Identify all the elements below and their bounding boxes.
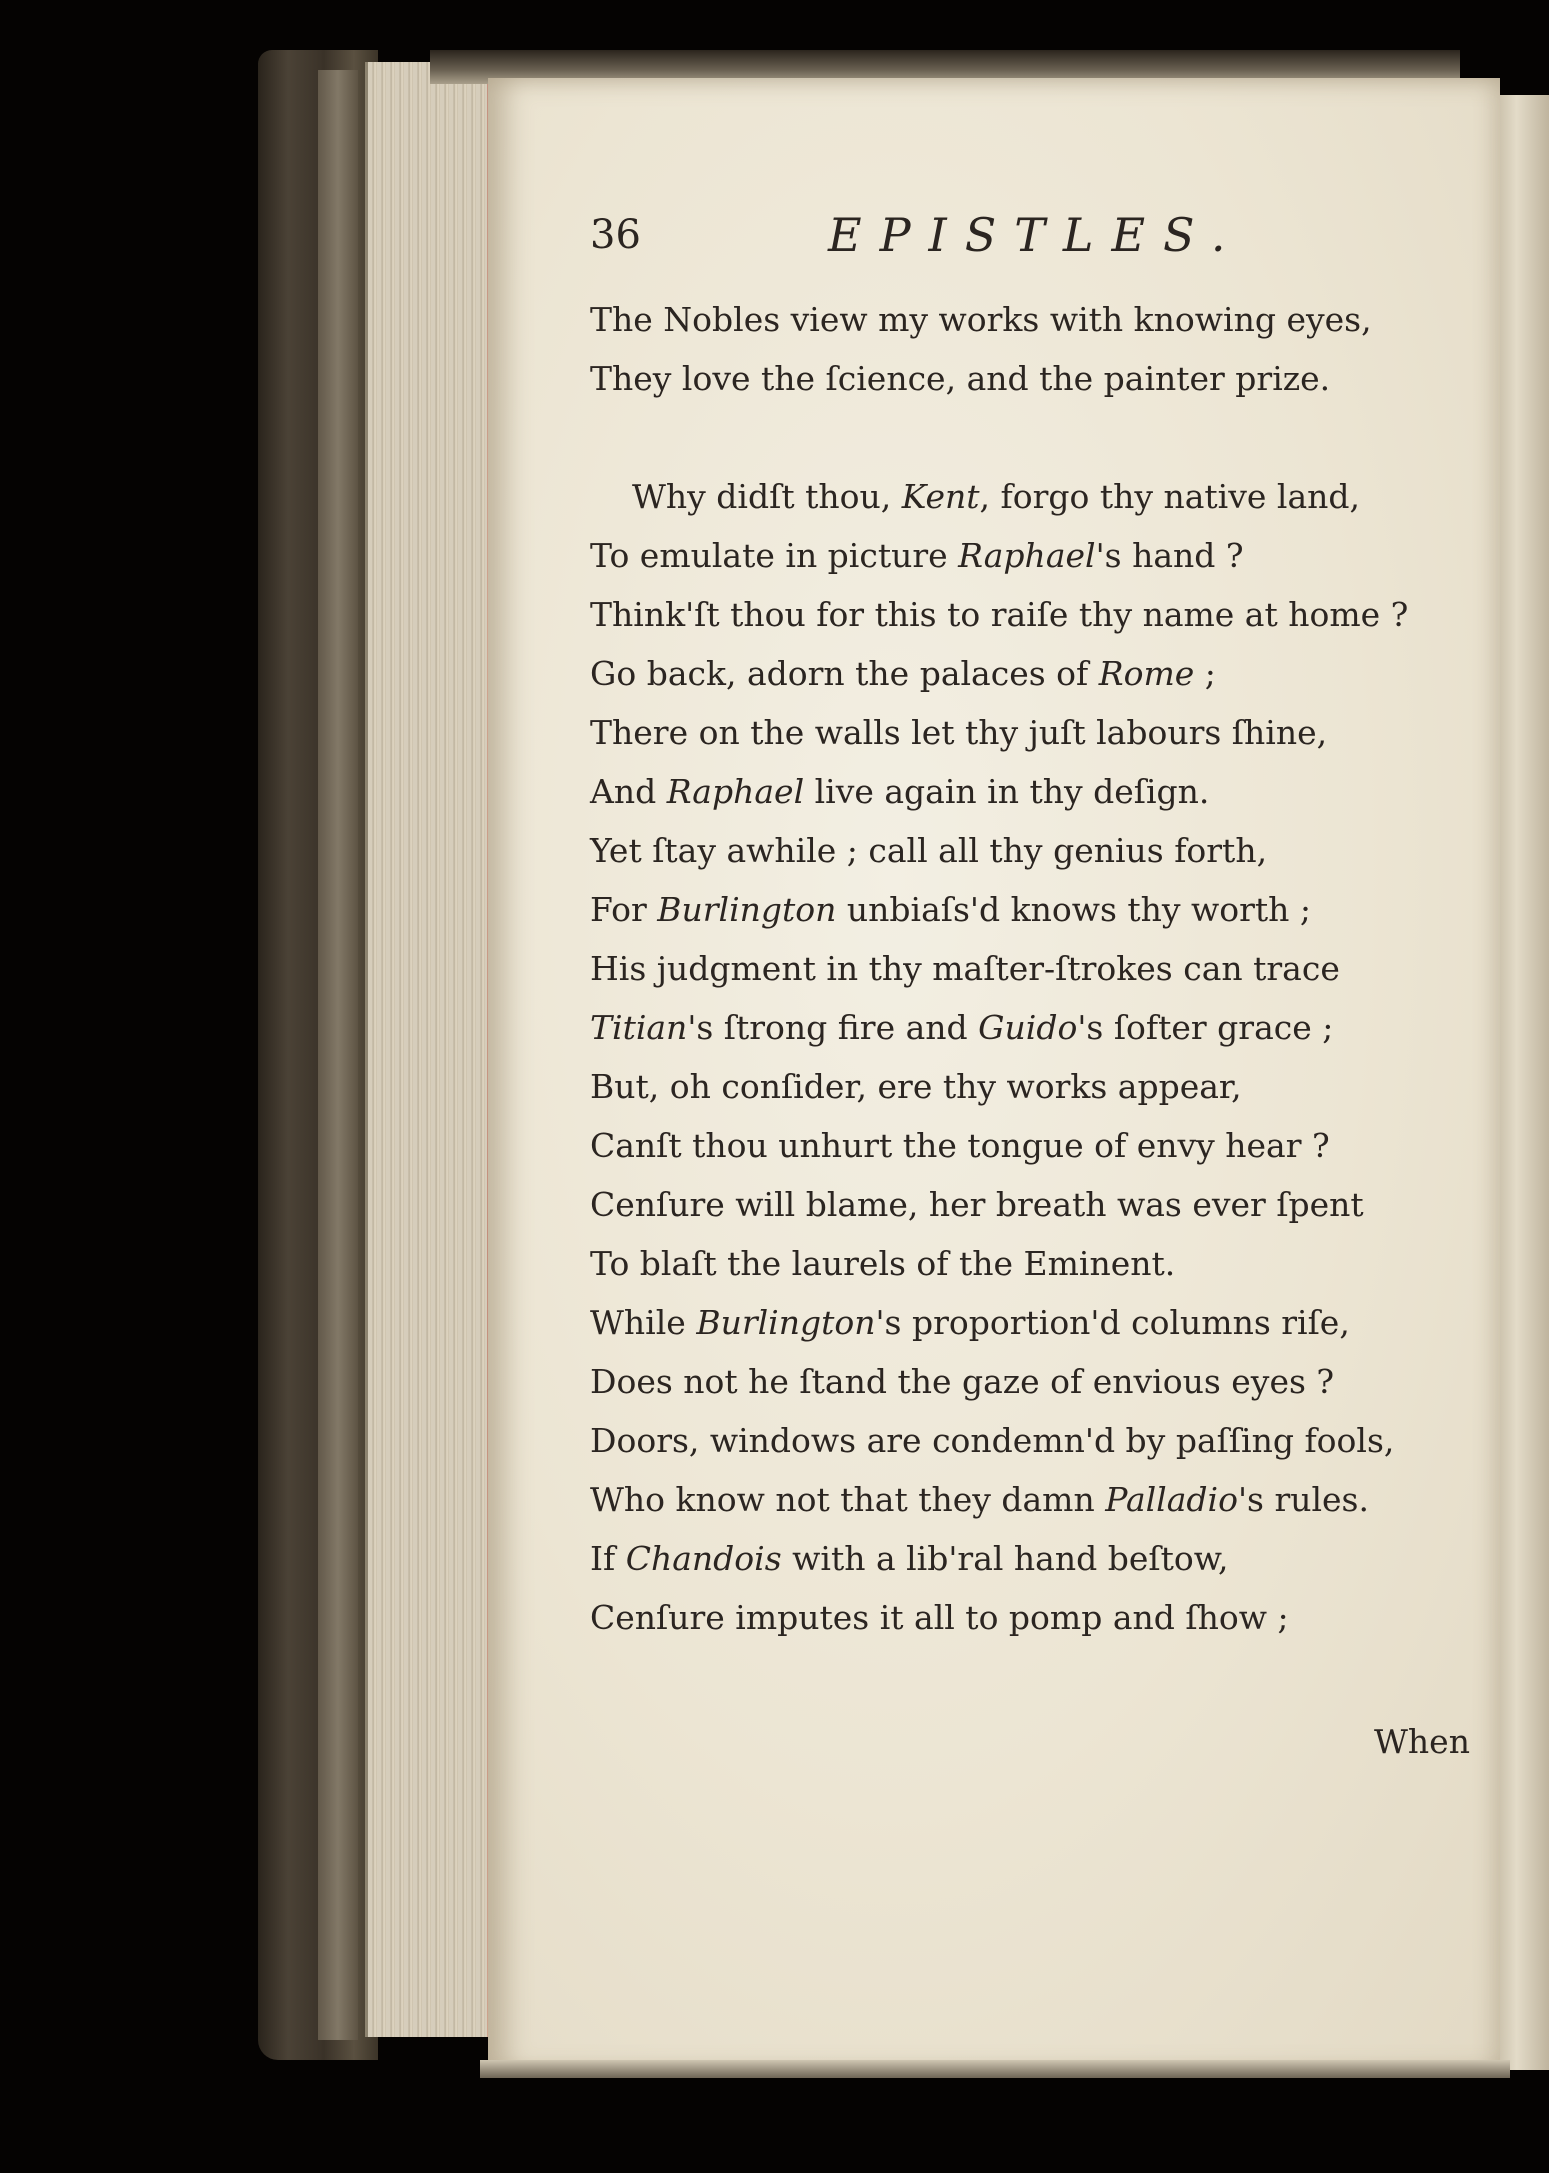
- line-text: ;: [1194, 654, 1216, 693]
- italic-name: Kent: [901, 477, 980, 516]
- poem-line: [590, 1057, 1490, 1116]
- line-text: Go back, adorn the palaces of: [590, 654, 1099, 693]
- line-text: Canſt thou unhurt the tongue of envy hear ?: [590, 1126, 1330, 1165]
- line-text: To blaſt the laurels of the Eminent.: [590, 1244, 1176, 1283]
- page-number: 36: [590, 212, 641, 258]
- poem-line: [590, 467, 1490, 526]
- line-text: Why didſt thou,: [632, 477, 902, 516]
- line-text: While: [590, 1303, 697, 1342]
- poem-line: [590, 1352, 1490, 1411]
- poem-line: [590, 1529, 1490, 1588]
- catchword: When: [1374, 1722, 1470, 1761]
- binding-edge: [318, 70, 358, 2040]
- line-text: Cenſure will blame, her breath was ever ſpent: [590, 1185, 1364, 1224]
- line-text: 's rules.: [1237, 1480, 1369, 1519]
- stanza-break: [590, 408, 1490, 467]
- poem-line: [590, 1116, 1490, 1175]
- line-text: live again in thy deſign.: [804, 772, 1210, 811]
- line-text: 's ſofter grace ;: [1077, 1008, 1334, 1047]
- line-text: unbiaſs'd knows thy worth ;: [836, 890, 1312, 929]
- poem-line: [590, 939, 1490, 998]
- poem-text: [590, 290, 1490, 1647]
- line-text: Yet ſtay awhile ; call all thy genius forth,: [590, 831, 1268, 870]
- poem-line: [590, 703, 1490, 762]
- line-text: 's hand ?: [1095, 536, 1244, 575]
- line-text: But, oh conſider, ere thy works appear,: [590, 1067, 1242, 1106]
- poem-line: [590, 1175, 1490, 1234]
- line-text: , forgo thy native land,: [979, 477, 1360, 516]
- page-edges: [365, 62, 503, 2037]
- poem-line: [590, 1470, 1490, 1529]
- running-head: EPISTLES.: [828, 208, 1244, 262]
- line-text: Think'ſt thou for this to raiſe thy name at home ?: [590, 595, 1409, 634]
- line-text: If: [590, 1539, 626, 1578]
- italic-name: Burlington: [657, 890, 837, 929]
- line-text: Who know not that they damn: [590, 1480, 1106, 1519]
- line-text: His judgment in thy maſter-ſtrokes can trace: [590, 949, 1340, 988]
- poem-line: [590, 585, 1490, 644]
- italic-name: Raphael: [958, 536, 1096, 575]
- line-text: Cenſure imputes it all to pomp and ſhow ;: [590, 1598, 1289, 1637]
- line-text: They love the ſcience, and the painter prize.: [590, 359, 1331, 398]
- poem-line: [590, 1293, 1490, 1352]
- line-text: For: [590, 890, 658, 929]
- line-text: Doors, windows are condemn'd by paſſing fools,: [590, 1421, 1395, 1460]
- poem-line: [590, 880, 1490, 939]
- line-text: There on the walls let thy juſt labours ſhine,: [590, 713, 1328, 752]
- line-text: 's proportion'd columns riſe,: [875, 1303, 1350, 1342]
- poem-line: [590, 1588, 1490, 1647]
- poem-line: [590, 1411, 1490, 1470]
- line-text: with a lib'ral hand beſtow,: [781, 1539, 1229, 1578]
- italic-name: Chandois: [625, 1539, 782, 1578]
- poem-line: [590, 526, 1490, 585]
- italic-name: Burlington: [696, 1303, 876, 1342]
- line-text: 's ſtrong fire and: [687, 1008, 979, 1047]
- italic-name: Palladio: [1105, 1480, 1238, 1519]
- bottom-page-edge: [480, 2060, 1510, 2078]
- italic-name: Guido: [978, 1008, 1078, 1047]
- poem-line: [590, 762, 1490, 821]
- poem-line: [590, 998, 1490, 1057]
- italic-name: Rome: [1098, 654, 1195, 693]
- poem-line: [590, 1234, 1490, 1293]
- facing-page-edge: [1495, 95, 1549, 2070]
- line-text: To emulate in picture: [590, 536, 959, 575]
- italic-name: Titian: [590, 1008, 688, 1047]
- italic-name: Raphael: [666, 772, 805, 811]
- poem-line: [590, 821, 1490, 880]
- poem-line: [590, 290, 1490, 349]
- poem-line: [590, 349, 1490, 408]
- line-text: The Nobles view my works with knowing eyes,: [590, 300, 1372, 339]
- line-text: Does not he ſtand the gaze of envious eyes ?: [590, 1362, 1335, 1401]
- poem-line: [590, 644, 1490, 703]
- line-text: And: [590, 772, 667, 811]
